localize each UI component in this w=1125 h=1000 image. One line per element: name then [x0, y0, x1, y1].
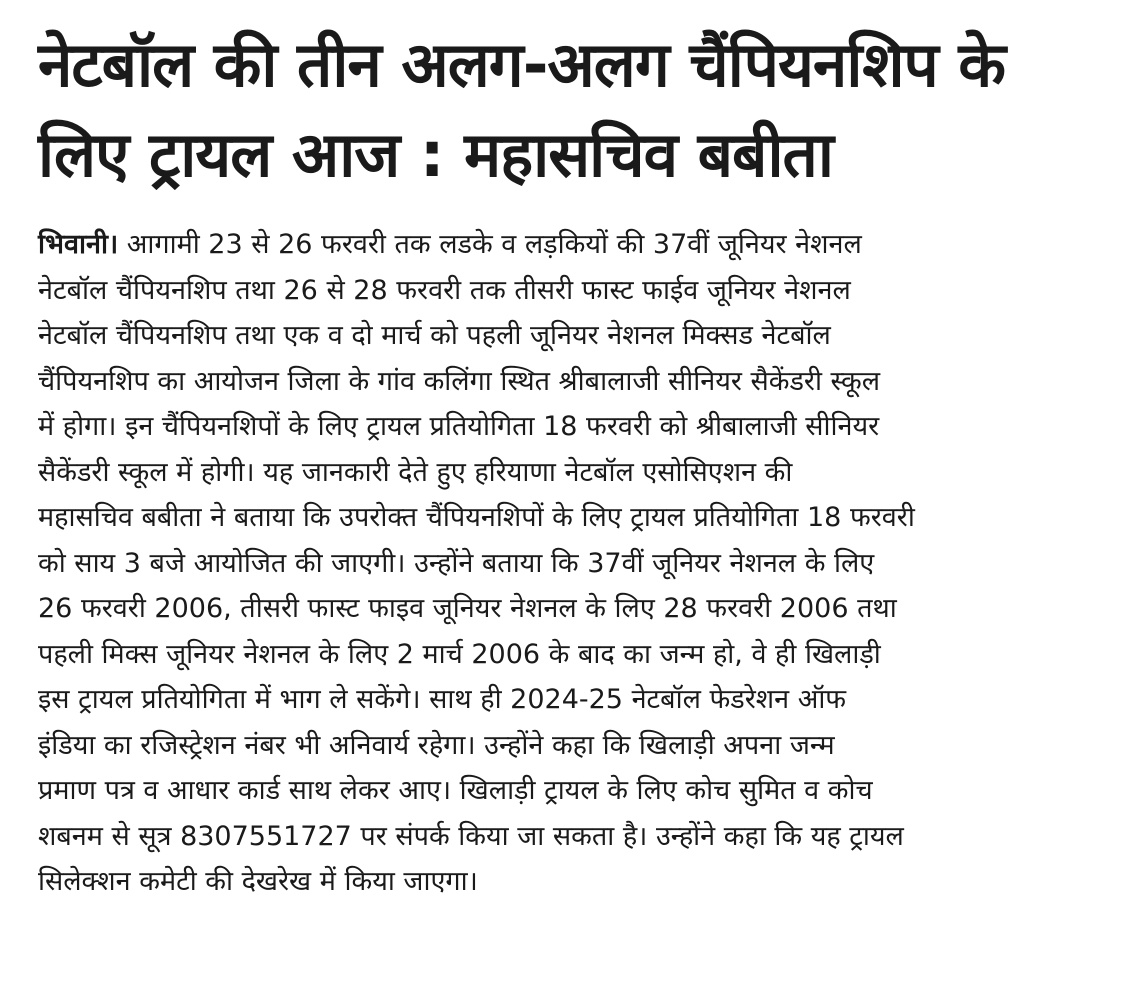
body-line: प्रमाण पत्र व आधार कार्ड साथ लेकर आए। खिलाड़ी ट्रायल के लिए कोच सुमित व कोच — [38, 775, 873, 806]
headline-line: नेटबॉल की तीन अलग-अलग चैंपियनशिप के — [38, 28, 1005, 101]
body-line-text: आगामी 23 से 26 फरवरी तक लडके व लड़कियों की 37वीं जूनियर नेशनल — [118, 229, 862, 260]
body-line: इंडिया का रजिस्ट्रेशन नंबर भी अनिवार्य रहेगा। उन्होंने कहा कि खिलाड़ी अपना जन्म — [38, 729, 835, 761]
article-body — [38, 222, 1089, 905]
dateline: भिवानी। — [38, 229, 119, 260]
body-line: नेटबॉल चैंपियनशिप तथा एक व दो मार्च को पहली जूनियर नेशनल मिक्सड नेटबॉल — [38, 320, 831, 351]
body-line: नेटबॉल चैंपियनशिप तथा 26 से 28 फरवरी तक तीसरी फास्ट फाईव जूनियर नेशनल — [38, 274, 851, 306]
body-line: सैकेंडरी स्कूल में होगी। यह जानकारी देते हुए हरियाणा नेटबॉल एसोसिएशन की — [38, 456, 793, 488]
body-line: को साय 3 बजे आयोजित की जाएगी। उन्होंने बताया कि 37वीं जूनियर नेशनल के लिए — [38, 547, 875, 579]
body-line: 26 फरवरी 2006, तीसरी फास्ट फाइव जूनियर नेशनल के लिए 28 फरवरी 2006 तथा — [38, 593, 897, 624]
body-line: चैंपियनशिप का आयोजन जिला के गांव कलिंगा स्थित श्रीबालाजी सीनियर सैकेंडरी स्कूल — [38, 365, 881, 397]
body-line: महासचिव बबीता ने बताया कि उपरोक्त चैंपियनशिपों के लिए ट्रायल प्रतियोगिता 18 फरवरी — [38, 502, 915, 533]
body-line: पहली मिक्स जूनियर नेशनल के लिए 2 मार्च 2006 के बाद का जन्म हो, वे ही खिलाड़ी — [38, 638, 881, 670]
body-line — [38, 222, 1089, 268]
body-line: सिलेक्शन कमेटी की देखरेख में किया जाएगा। — [38, 866, 478, 897]
body-line: शबनम से सूत्र 8307551727 पर संपर्क किया जा सकता है। उन्होंने कहा कि यह ट्रायल — [38, 820, 904, 852]
headline-line: लिए ट्रायल आज : महासचिव बबीता — [38, 118, 833, 191]
body-line: में होगा। इन चैंपियनशिपों के लिए ट्रायल प्रतियोगिता 18 फरवरी को श्रीबालाजी सीनियर — [38, 411, 880, 442]
body-line: इस ट्रायल प्रतियोगिता में भाग ले सकेंगे। साथ ही 2024-25 नेटबॉल फेडरेशन ऑफ — [38, 684, 847, 715]
headline — [38, 20, 1089, 200]
